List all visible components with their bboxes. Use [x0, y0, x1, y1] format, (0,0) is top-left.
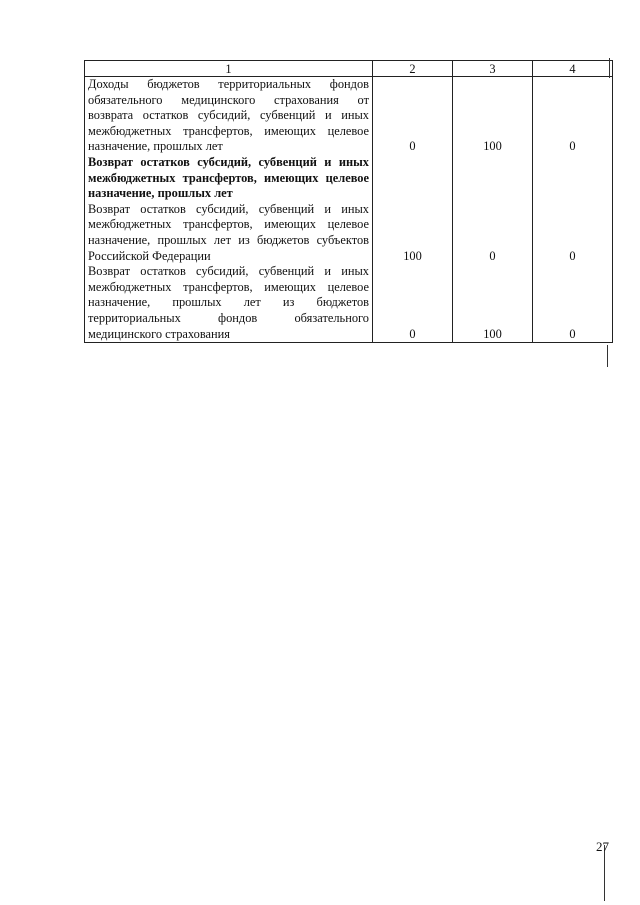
header-cell-1: 1 [85, 61, 373, 77]
row-1-col3: 100 [453, 77, 533, 155]
row-4-col4: 0 [533, 264, 613, 342]
row-2-description: Возврат остатков субсидий, субвенций и иных межбюджетных трансфертов, имеющих целевое назначение, прошлых лет [85, 155, 373, 202]
scan-mark-mid [607, 345, 608, 367]
row-3-col2: 100 [373, 202, 453, 264]
row-3-description: Возврат остатков субсидий, субвенций и иных межбюджетных трансфертов, имеющих целевое назначение, прошлых лет из бюджетов субъектов Российской Федерации [85, 202, 373, 264]
scan-mark-top [609, 58, 610, 78]
row-4-col2: 0 [373, 264, 453, 342]
row-4-description: Возврат остатков субсидий, субвенций и иных межбюджетных трансфертов, имеющих целевое назначение, прошлых лет из бюджетов территориальных фондов обязательного медицинского страхования [85, 264, 373, 342]
row-2-col2 [373, 155, 453, 202]
row-1-col2: 0 [373, 77, 453, 155]
header-cell-2: 2 [373, 61, 453, 77]
header-cell-3: 3 [453, 61, 533, 77]
row-3-col3: 0 [453, 202, 533, 264]
row-2-col4 [533, 155, 613, 202]
row-3-col4: 0 [533, 202, 613, 264]
header-cell-4: 4 [533, 61, 613, 77]
table-row [85, 202, 613, 264]
table-row [85, 77, 613, 155]
row-1-description: Доходы бюджетов территориальных фондов обязательного медицинского страхования от возврата остатков субсидий, субвенций и иных межбюджетных трансфертов, имеющих целевое назначение, прошлых лет [85, 77, 373, 155]
budget-table [84, 60, 613, 343]
table-row [85, 155, 613, 202]
row-2-col3 [453, 155, 533, 202]
table-header-row [85, 61, 613, 77]
row-1-col4: 0 [533, 77, 613, 155]
page-number: 27 [596, 839, 609, 854]
table-row [85, 264, 613, 342]
row-4-col3: 100 [453, 264, 533, 342]
